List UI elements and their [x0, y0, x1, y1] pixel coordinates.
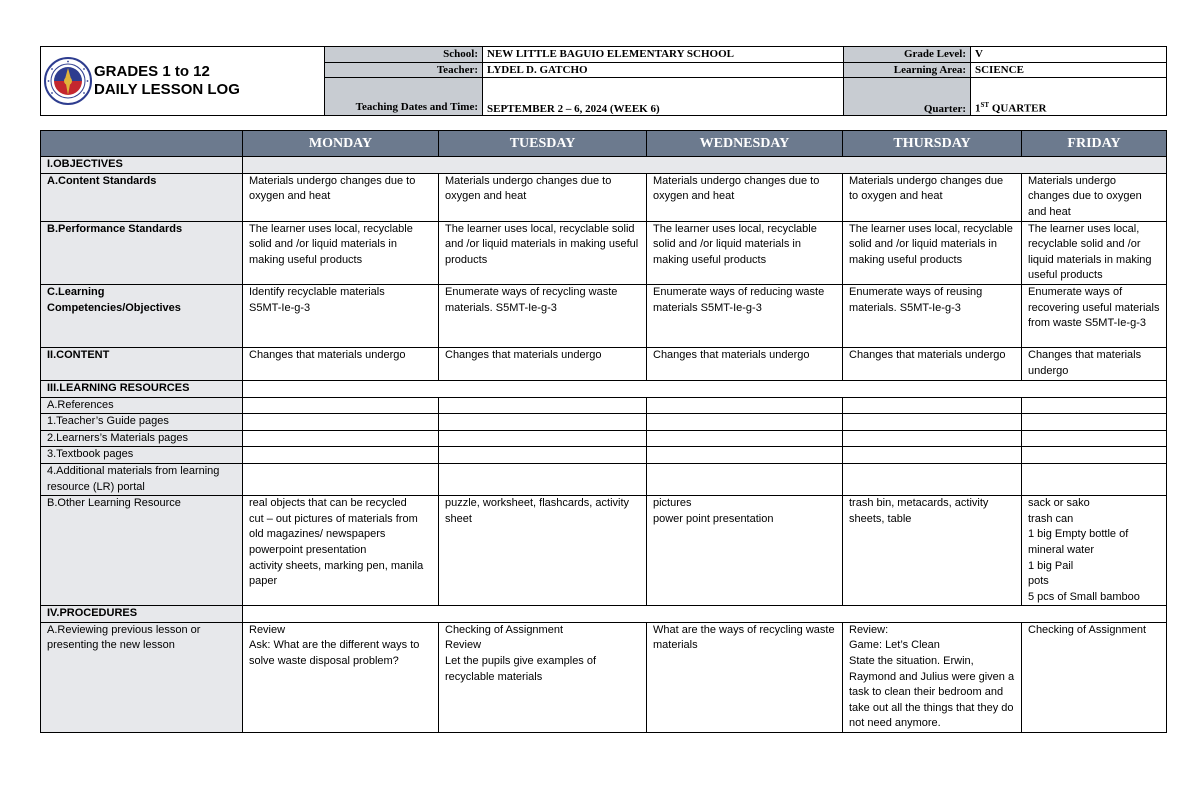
- learning-area-label: Learning Area:: [844, 62, 971, 78]
- day-header-blank: [41, 131, 243, 157]
- table-row: [41, 622, 1167, 732]
- table-cell: [647, 430, 843, 447]
- table-cell: [243, 414, 439, 431]
- table-row: [41, 414, 1167, 431]
- table-cell: [243, 397, 439, 414]
- table-cell: [647, 447, 843, 464]
- header-table: [40, 46, 1167, 116]
- table-cell: Materials undergo changes due to oxygen and heat: [843, 173, 1022, 221]
- row-label: C.Learning Competencies/Objectives: [41, 284, 243, 347]
- table-cell: The learner uses local, recyclable solid and /or liquid materials in making useful products: [439, 221, 647, 284]
- table-row: [41, 397, 1167, 414]
- table-cell: The learner uses local, recyclable solid and /or liquid materials in making useful products: [647, 221, 843, 284]
- section-fill: [243, 157, 1167, 174]
- school-label: School:: [325, 47, 483, 63]
- quarter-value: [971, 78, 1167, 116]
- row-label: A.Reviewing previous lesson or presenting the new lesson: [41, 622, 243, 732]
- row-label: 4.Additional materials from learning resource (LR) portal: [41, 463, 243, 495]
- row-label: 1.Teacher’s Guide pages: [41, 414, 243, 431]
- table-cell: Enumerate ways of recycling waste materials. S5MT-Ie-g-3: [439, 284, 647, 347]
- table-cell: [439, 397, 647, 414]
- section-fill: [243, 380, 1167, 397]
- table-cell: [843, 447, 1022, 464]
- teacher-value: LYDEL D. GATCHO: [483, 62, 844, 78]
- table-cell: [647, 463, 843, 495]
- grade-level-value: V: [971, 47, 1167, 63]
- table-cell: The learner uses local, recyclable solid and /or liquid materials in making useful products: [843, 221, 1022, 284]
- table-cell: Enumerate ways of recovering useful materials from waste S5MT-Ie-g-3: [1022, 284, 1167, 347]
- quarter-number: 1: [975, 103, 981, 115]
- table-cell: Identify recyclable materials S5MT-Ie-g-3: [243, 284, 439, 347]
- section-fill: [243, 606, 1167, 623]
- grade-level-label: Grade Level:: [844, 47, 971, 63]
- table-cell: [647, 414, 843, 431]
- table-cell: pictures power point presentation: [647, 496, 843, 606]
- table-cell: [843, 463, 1022, 495]
- table-row: [41, 347, 1167, 380]
- table-row: [41, 430, 1167, 447]
- teaching-dates-value: SEPTEMBER 2 – 6, 2024 (WEEK 6): [483, 78, 844, 116]
- quarter-label: Quarter:: [844, 78, 971, 116]
- table-row: [41, 284, 1167, 347]
- quarter-text: QUARTER: [989, 103, 1047, 115]
- table-cell: The learner uses local, recyclable solid and /or liquid materials in making useful products: [243, 221, 439, 284]
- table-row: [41, 173, 1167, 221]
- row-label: B.Performance Standards: [41, 221, 243, 284]
- table-cell: [1022, 463, 1167, 495]
- table-cell: [439, 414, 647, 431]
- title-line-1: GRADES 1 to 12: [94, 63, 210, 80]
- table-cell: [243, 463, 439, 495]
- table-cell: Materials undergo changes due to oxygen and heat: [439, 173, 647, 221]
- table-cell: [647, 397, 843, 414]
- section-row-procedures: [41, 606, 1167, 623]
- table-cell: Changes that materials undergo: [1022, 347, 1167, 380]
- title-line-2: DAILY LESSON LOG: [94, 81, 240, 98]
- deped-seal-icon: [44, 57, 92, 105]
- table-cell: Review: Game: Let’s Clean State the situation. Erwin, Raymond and Julius were given a task to clean their bedroom and take out all the things that they do not need anymore.: [843, 622, 1022, 732]
- table-cell: [1022, 414, 1167, 431]
- table-row: [41, 221, 1167, 284]
- table-cell: [243, 447, 439, 464]
- table-cell: trash bin, metacards, activity sheets, table: [843, 496, 1022, 606]
- learning-area-value: SCIENCE: [971, 62, 1167, 78]
- day-header-row: [41, 131, 1167, 157]
- table-cell: [1022, 430, 1167, 447]
- table-cell: Changes that materials undergo: [843, 347, 1022, 380]
- row-label: 2.Learners’s Materials pages: [41, 430, 243, 447]
- day-header-tuesday: TUESDAY: [439, 131, 647, 157]
- lesson-log-table: [40, 130, 1167, 733]
- table-cell: Checking of Assignment Review Let the pupils give examples of recyclable materials: [439, 622, 647, 732]
- row-label: A.Content Standards: [41, 173, 243, 221]
- table-cell: Checking of Assignment: [1022, 622, 1167, 732]
- table-cell: What are the ways of recycling waste materials: [647, 622, 843, 732]
- table-cell: Materials undergo changes due to oxygen and heat: [1022, 173, 1167, 221]
- section-row-objectives: [41, 157, 1167, 174]
- row-label: 3.Textbook pages: [41, 447, 243, 464]
- table-cell: Changes that materials undergo: [647, 347, 843, 380]
- table-cell: [1022, 397, 1167, 414]
- day-header-thursday: THURSDAY: [843, 131, 1022, 157]
- table-cell: [1022, 447, 1167, 464]
- teacher-label: Teacher:: [325, 62, 483, 78]
- table-cell: [243, 430, 439, 447]
- header-logo-cell: [41, 47, 325, 116]
- day-header-monday: MONDAY: [243, 131, 439, 157]
- table-row: [41, 447, 1167, 464]
- section-learning-resources: III.LEARNING RESOURCES: [41, 380, 243, 397]
- table-cell: [843, 397, 1022, 414]
- table-cell: [439, 430, 647, 447]
- school-value: NEW LITTLE BAGUIO ELEMENTARY SCHOOL: [483, 47, 844, 63]
- table-cell: Materials undergo changes due to oxygen and heat: [647, 173, 843, 221]
- table-row: [41, 463, 1167, 495]
- row-label: B.Other Learning Resource: [41, 496, 243, 606]
- table-cell: sack or sako trash can 1 big Empty bottle of mineral water 1 big Pail pots 5 pcs of Small bamboo: [1022, 496, 1167, 606]
- table-cell: real objects that can be recycled cut – out pictures of materials from old magazines/ newspapers powerpoint presentation activity sheets, marking pen, manila paper: [243, 496, 439, 606]
- table-cell: Enumerate ways of reducing waste materials S5MT-Ie-g-3: [647, 284, 843, 347]
- table-cell: Enumerate ways of reusing materials. S5MT-Ie-g-3: [843, 284, 1022, 347]
- teaching-dates-label: Teaching Dates and Time:: [325, 78, 483, 116]
- table-cell: Changes that materials undergo: [439, 347, 647, 380]
- table-cell: [439, 447, 647, 464]
- section-row-resources: [41, 380, 1167, 397]
- table-cell: Review Ask: What are the different ways to solve waste disposal problem?: [243, 622, 439, 732]
- day-header-friday: FRIDAY: [1022, 131, 1167, 157]
- quarter-suffix: ST: [980, 101, 990, 110]
- table-cell: [843, 414, 1022, 431]
- table-cell: Materials undergo changes due to oxygen and heat: [243, 173, 439, 221]
- table-row: [41, 496, 1167, 606]
- row-label: A.References: [41, 397, 243, 414]
- table-cell: puzzle, worksheet, flashcards, activity sheet: [439, 496, 647, 606]
- table-cell: [843, 430, 1022, 447]
- table-cell: Changes that materials undergo: [243, 347, 439, 380]
- document-title: [94, 63, 240, 99]
- day-header-wednesday: WEDNESDAY: [647, 131, 843, 157]
- table-cell: [439, 463, 647, 495]
- row-label: II.CONTENT: [41, 347, 243, 380]
- section-objectives: I.OBJECTIVES: [41, 157, 243, 174]
- section-procedures: IV.PROCEDURES: [41, 606, 243, 623]
- table-cell: The learner uses local, recyclable solid and /or liquid materials in making useful products: [1022, 221, 1167, 284]
